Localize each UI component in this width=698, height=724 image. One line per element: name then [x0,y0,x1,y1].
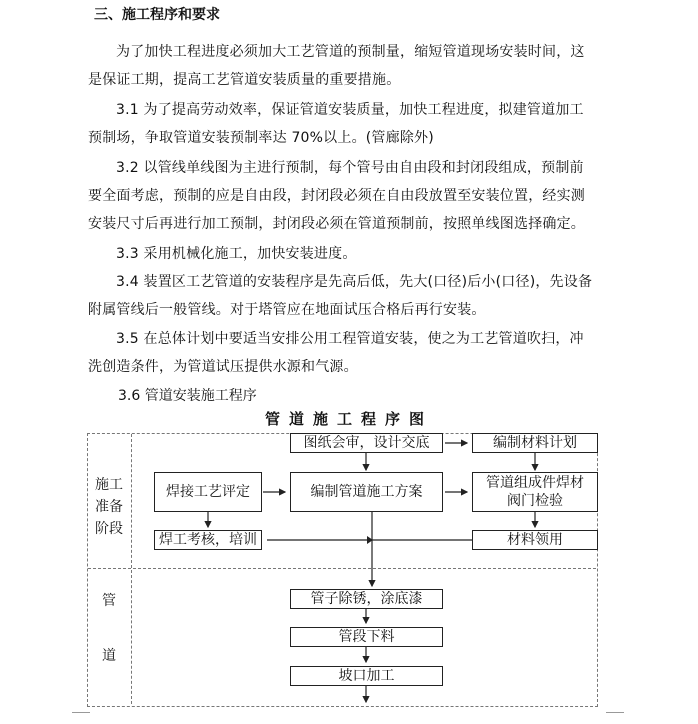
paragraph-line: 3.5 在总体计划中要适当安排公用工程管道安装，使之为工艺管道吹扫，冲 [116,331,584,347]
box-welder-training: 焊工考核，培训 [154,530,262,550]
paragraph-line: 3.1 为了提高劳动效率，保证管道安装质量，加快工程进度，拟建管道加工 [116,102,584,118]
box-component-check: 管道组成件焊材 阀门检验 [472,472,598,512]
box-drawing-review: 图纸会审，设计交底 [290,433,443,453]
paragraph-line: 为了加快工程进度必须加大工艺管道的预制量，缩短管道现场安装时间，这 [116,44,585,60]
paragraph-line: 洗创造条件，为管道试压提供水源和气源。 [88,359,358,375]
box-construction-plan: 编制管道施工方案 [290,472,443,512]
paragraph-line: 预制场，争取管道安装预制率达 70%以上。(管廊除外) [88,130,434,146]
stage-pipe-label-1: 管 [102,593,116,609]
subsection-3-6: 3.6 管道安装施工程序 [118,388,257,404]
paragraph-line: 3.2 以管线单线图为主进行预制，每个管号由自由段和封闭段组成，预制前 [116,160,584,176]
paragraph-line: 3.3 采用机械化施工，加快安装进度。 [116,246,357,262]
flowchart-title: 管道施工程序图 [264,410,433,428]
box-material-pick: 材料领用 [472,530,598,550]
paragraph-line: 安装尺寸后再进行加工预制，封闭段必须在管道预制前，按照单线图选择确定。 [88,216,585,232]
paragraph-line: 附属管线后一般管线。对于塔管应在地面试压合格后再行安装。 [88,302,486,318]
paragraph-line: 是保证工期，提高工艺管道安装质量的重要措施。 [88,72,401,88]
paragraph-line: 3.4 装置区工艺管道的安装程序是先高后低，先大(口径)后小(口径)，先设备 [116,274,593,290]
stage-prep-label: 施工 准备 阶段 [95,477,123,537]
box-welding-eval: 焊接工艺评定 [154,472,262,512]
paragraph-line: 要全面考虑，预制的应是自由段，封闭段必须在自由段放置至安装位置，经实测 [88,188,585,204]
box-material-plan: 编制材料计划 [472,433,598,453]
section-title: 三、施工程序和要求 [94,7,220,23]
stage-pipe-label-2: 道 [102,648,116,664]
page-corner-mark-left [72,712,90,713]
box-cut: 管段下料 [290,627,443,647]
page-corner-mark-right [606,712,624,713]
box-derust: 管子除锈，涂底漆 [290,589,443,609]
box-bevel: 坡口加工 [290,666,443,686]
